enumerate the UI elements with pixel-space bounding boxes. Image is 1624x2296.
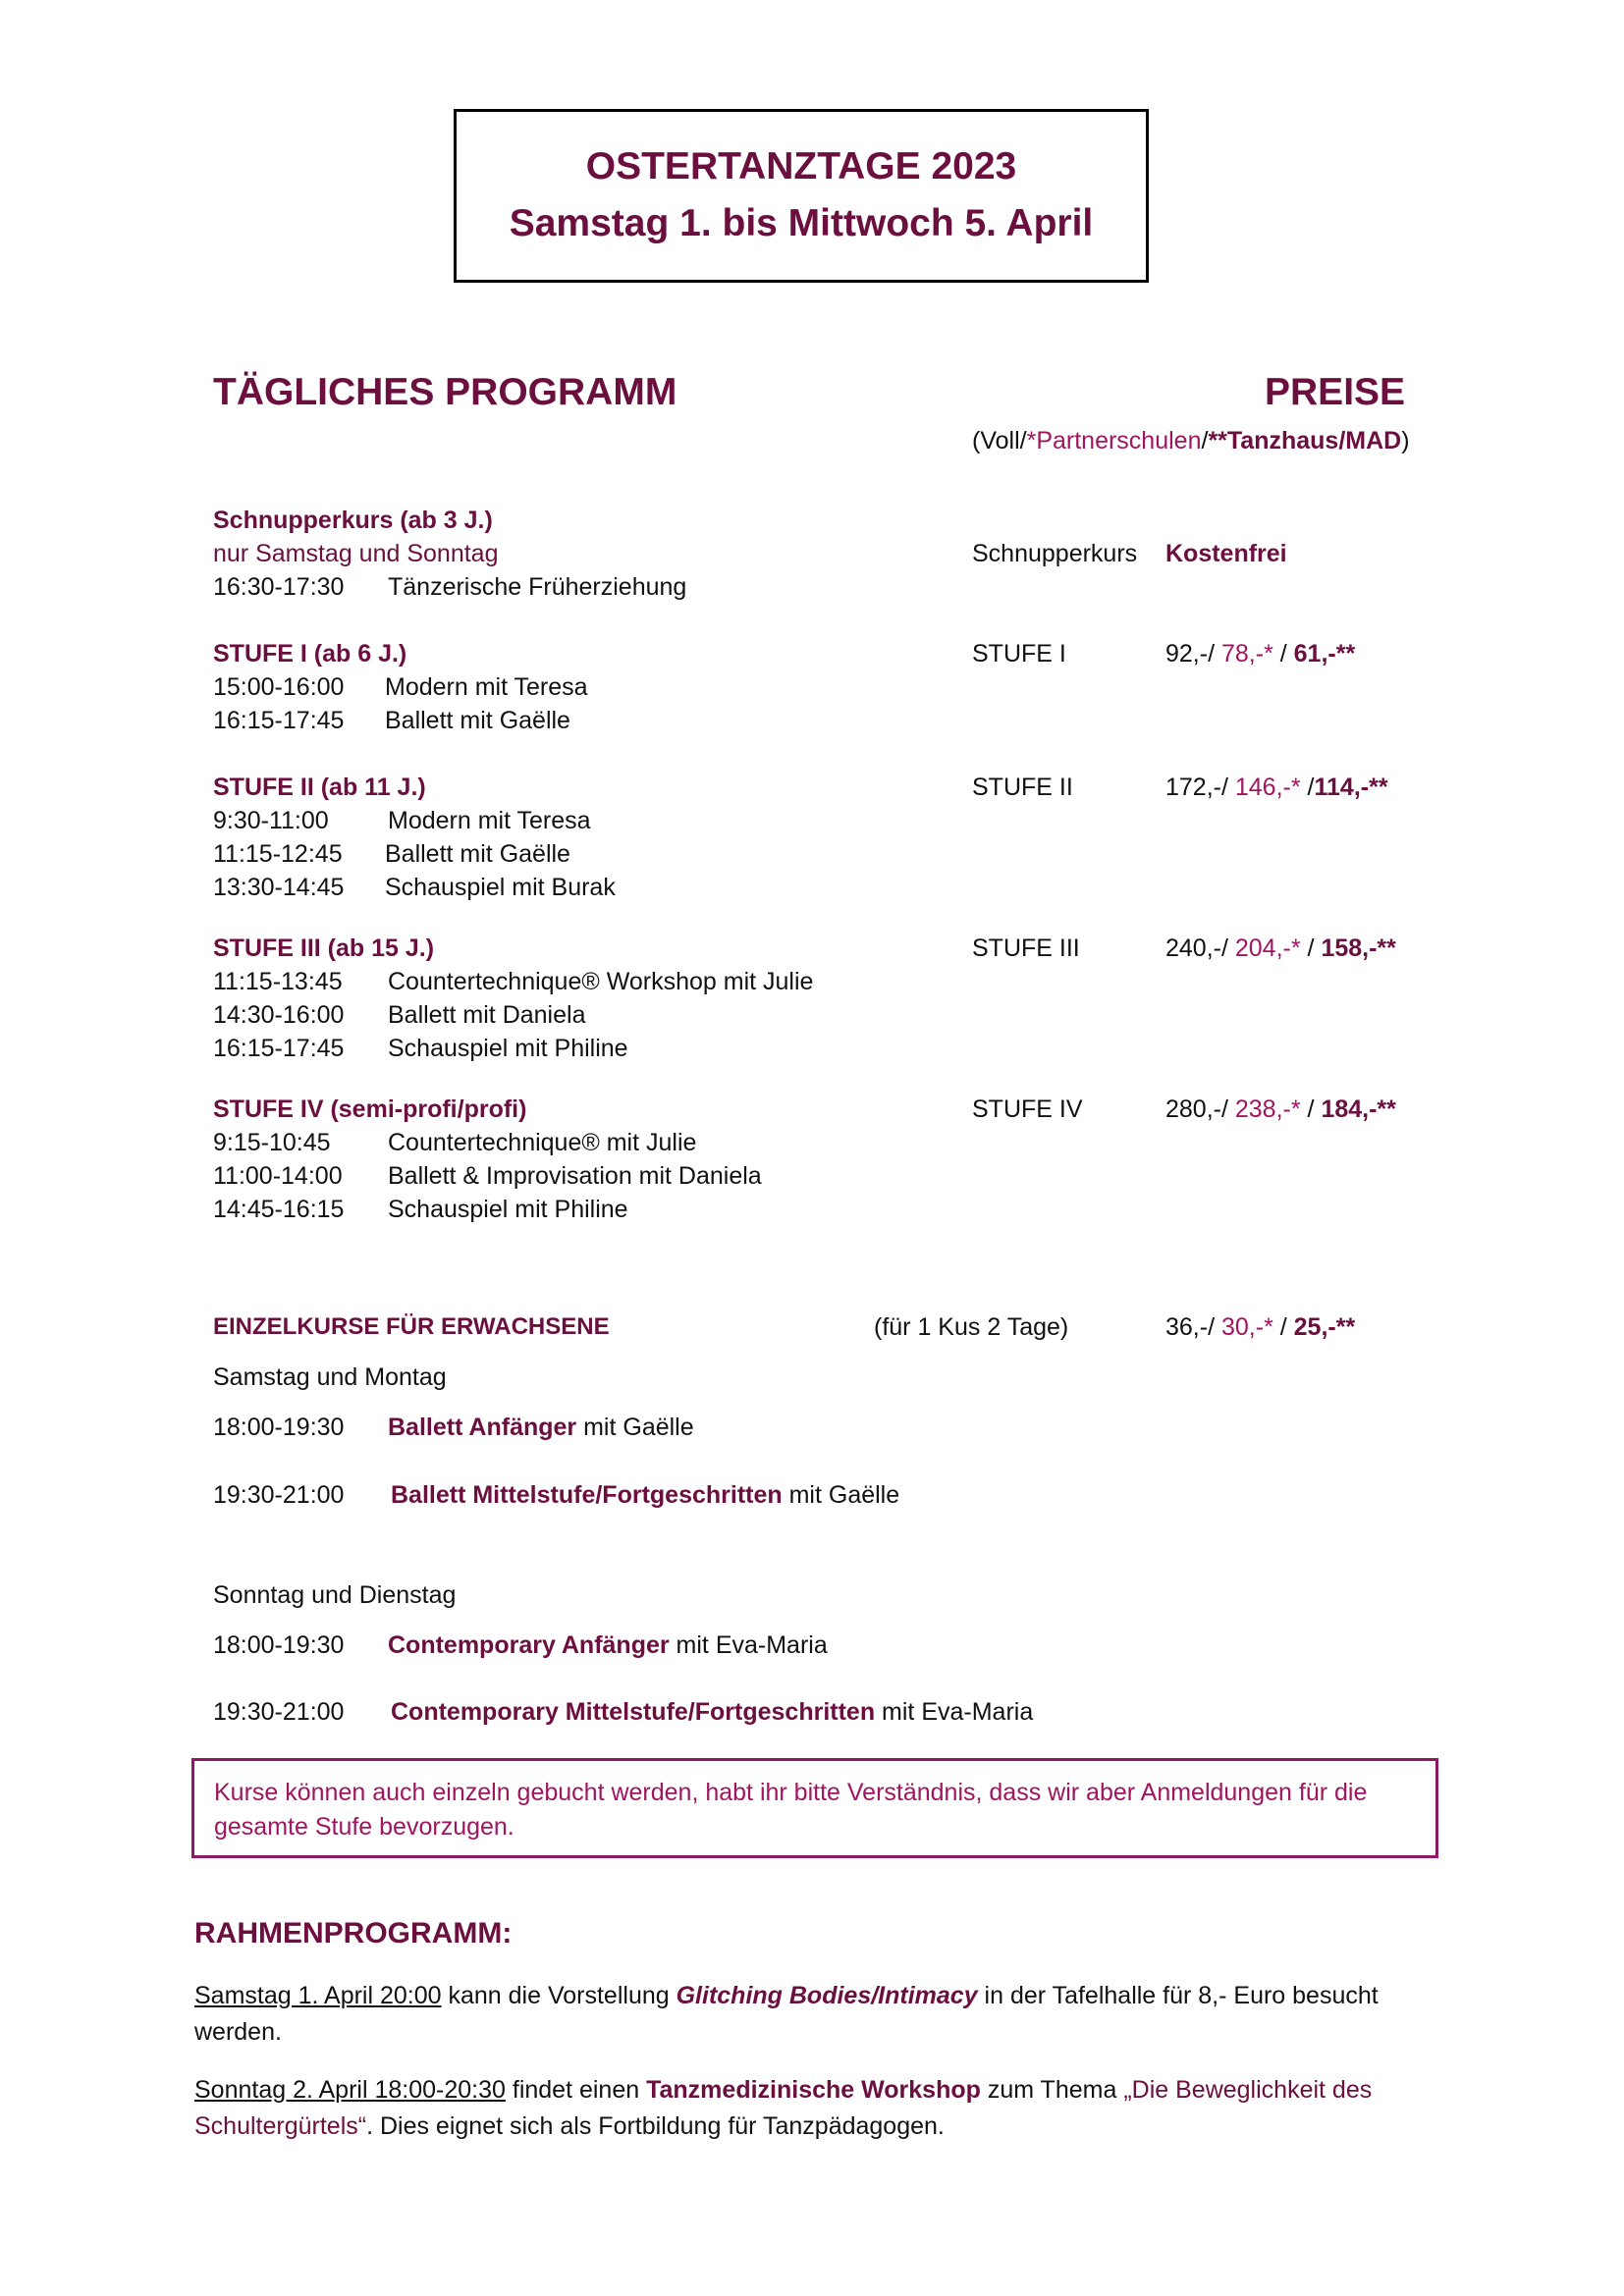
adult-course-2 <box>391 1481 899 1510</box>
price-full: 172,-/ <box>1165 774 1235 801</box>
show-title: Glitching Bodies/Intimacy <box>676 1982 978 2009</box>
event-text: . Dies eignet sich als Fortbildung für Tanzpädagogen. <box>366 2112 945 2140</box>
schedule-time: 16:15-17:45 <box>213 707 345 734</box>
schedule-time: 9:15-10:45 <box>213 1129 331 1156</box>
schedule-course: Ballett & Improvisation mit Daniela <box>388 1162 762 1190</box>
course-teacher: mit Eva-Maria <box>875 1698 1034 1726</box>
level-2-price-label: STUFE II <box>972 774 1073 801</box>
level-3-price <box>1165 934 1396 963</box>
event-text: kann die Vorstellung <box>441 1982 677 2009</box>
price-partner: 30,-* <box>1220 1313 1273 1341</box>
schedule-time: 9:30-11:00 <box>213 807 329 834</box>
schedule-course: Ballett mit Daniela <box>388 1001 586 1029</box>
program-heading: TÄGLICHES PROGRAMM <box>213 371 677 413</box>
price-partner: 146,-* <box>1234 774 1301 801</box>
schedule-time: 15:00-16:00 <box>213 673 345 701</box>
level-4-price <box>1165 1095 1396 1124</box>
course-name: Contemporary Mittelstufe/Fortgeschritten <box>391 1698 876 1726</box>
adults-group1-days: Samstag und Montag <box>213 1363 447 1391</box>
adult-course-3 <box>388 1631 828 1660</box>
level-1-price <box>1165 640 1355 668</box>
price-sep: / <box>1272 1313 1294 1341</box>
schedule-course: Schauspiel mit Philine <box>388 1035 628 1062</box>
event-text: findet einen <box>505 2076 647 2104</box>
schedule-course: Modern mit Teresa <box>388 807 591 834</box>
price-full: 280,-/ <box>1165 1095 1235 1123</box>
price-tanzhaus: 184,-** <box>1321 1095 1396 1123</box>
workshop-title: Tanzmedizinische Workshop <box>646 2076 981 2104</box>
adults-price <box>1165 1313 1355 1342</box>
schedule-time: 11:15-12:45 <box>213 840 343 868</box>
price-tanzhaus: 61,-** <box>1293 640 1356 667</box>
legend-tanzhaus: **Tanzhaus/MAD <box>1208 427 1402 454</box>
adults-group2-days: Sonntag und Dienstag <box>213 1581 457 1609</box>
prices-heading: PREISE <box>1265 371 1406 413</box>
schedule-time: 18:00-19:30 <box>213 1631 345 1659</box>
schedule-course: Countertechnique® mit Julie <box>388 1129 697 1156</box>
course-name: Ballett Mittelstufe/Fortgeschritten <box>391 1481 783 1509</box>
price-full: 92,-/ <box>1165 640 1221 667</box>
schedule-time: 18:00-19:30 <box>213 1414 345 1441</box>
adults-note: (für 1 Kus 2 Tage) <box>874 1313 1069 1341</box>
schnupper-subtitle: nur Samstag und Sonntag <box>213 540 499 567</box>
price-tanzhaus: 114,-** <box>1314 774 1388 801</box>
schedule-time: 14:30-16:00 <box>213 1001 345 1029</box>
event-date: Sonntag 2. April 18:00-20:30 <box>194 2076 506 2104</box>
course-teacher: mit Gaëlle <box>782 1481 900 1509</box>
rahmen-heading: RAHMENPROGRAMM: <box>194 1917 513 1949</box>
schnupper-title: Schnupperkurs (ab 3 J.) <box>213 507 493 534</box>
event-text: zum Thema <box>980 2076 1124 2104</box>
legend-open: (Voll/ <box>972 427 1027 454</box>
course-teacher: mit Gaëlle <box>576 1414 694 1441</box>
legend-close: ) <box>1401 427 1410 454</box>
schedule-course: Ballett mit Gaëlle <box>385 707 570 734</box>
schedule-time: 16:15-17:45 <box>213 1035 345 1062</box>
schedule-time: 19:30-21:00 <box>213 1698 345 1726</box>
legend-sep: / <box>1201 427 1209 454</box>
schnupper-price-label: Schnupperkurs <box>972 540 1138 567</box>
level-4-title: STUFE IV (semi-profi/profi) <box>213 1095 527 1123</box>
prices-legend <box>972 427 1410 455</box>
level-1-title: STUFE I (ab 6 J.) <box>213 640 407 667</box>
price-full: 36,-/ <box>1165 1313 1221 1341</box>
schedule-time: 14:45-16:15 <box>213 1196 345 1223</box>
course-name: Contemporary Anfänger <box>388 1631 670 1659</box>
price-sep: / <box>1300 1095 1322 1123</box>
course-teacher: mit Eva-Maria <box>669 1631 828 1659</box>
level-1-price-label: STUFE I <box>972 640 1066 667</box>
schnupper-time: 16:30-17:30 <box>213 573 345 601</box>
schnupper-price-value: Kostenfrei <box>1165 540 1287 567</box>
schedule-course: Modern mit Teresa <box>385 673 588 701</box>
schedule-course: Schauspiel mit Burak <box>385 874 616 901</box>
schnupper-course: Tänzerische Früherziehung <box>388 573 687 601</box>
price-partner: 238,-* <box>1234 1095 1301 1123</box>
adult-course-1 <box>388 1414 694 1442</box>
event-title: OSTERTANZTAGE 2023 <box>585 145 1017 187</box>
notice-text: Kurse können auch einzeln gebucht werden, habt ihr bitte Verständnis, dass wir aber Anmeldungen für die gesamte Stufe bevorzugen. <box>214 1779 1368 1841</box>
legend-partner: *Partnerschulen <box>1026 427 1202 454</box>
workshop-topic: „Die Beweglichkeit des Schultergürtels“ <box>194 2076 1373 2140</box>
price-sep: / <box>1300 774 1315 801</box>
level-4-price-label: STUFE IV <box>972 1095 1083 1123</box>
rahmen-item-2 <box>194 2072 1432 2145</box>
price-sep: / <box>1300 934 1322 962</box>
title-box <box>454 109 1149 283</box>
adults-title: EINZELKURSE FÜR ERWACHSENE <box>213 1313 610 1340</box>
course-name: Ballett Anfänger <box>388 1414 577 1441</box>
schedule-course: Ballett mit Gaëlle <box>385 840 570 868</box>
schedule-course: Schauspiel mit Philine <box>388 1196 628 1223</box>
level-3-title: STUFE III (ab 15 J.) <box>213 934 435 962</box>
price-full: 240,-/ <box>1165 934 1235 962</box>
price-partner: 78,-* <box>1220 640 1273 667</box>
rahmen-item-1 <box>194 1978 1432 2051</box>
event-text: in der Tafelhalle für 8,- Euro besucht werden. <box>194 1982 1379 2046</box>
schedule-time: 13:30-14:45 <box>213 874 345 901</box>
price-partner: 204,-* <box>1234 934 1301 962</box>
event-dates: Samstag 1. bis Mittwoch 5. April <box>509 202 1094 244</box>
schedule-course: Countertechnique® Workshop mit Julie <box>388 968 814 995</box>
schedule-time: 19:30-21:00 <box>213 1481 345 1509</box>
event-date: Samstag 1. April 20:00 <box>194 1982 442 2009</box>
schedule-time: 11:15-13:45 <box>213 968 343 995</box>
price-sep: / <box>1272 640 1294 667</box>
price-tanzhaus: 25,-** <box>1293 1313 1356 1341</box>
price-tanzhaus: 158,-** <box>1321 934 1396 962</box>
level-2-title: STUFE II (ab 11 J.) <box>213 774 426 801</box>
notice-box <box>191 1758 1438 1858</box>
level-2-price <box>1165 774 1388 802</box>
level-3-price-label: STUFE III <box>972 934 1080 962</box>
adult-course-4 <box>391 1698 1033 1727</box>
schedule-time: 11:00-14:00 <box>213 1162 343 1190</box>
